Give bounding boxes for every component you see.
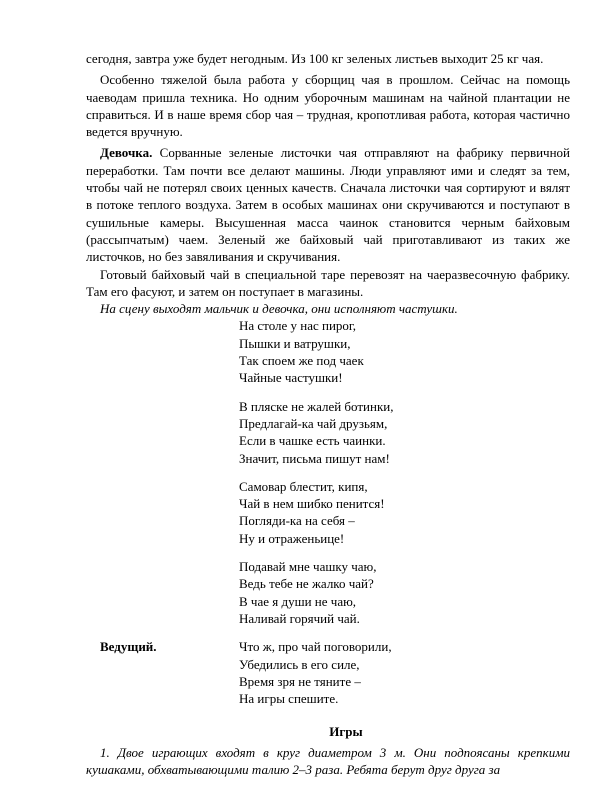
verse-line: Подавай мне чашку чаю,: [239, 559, 377, 575]
verse-line: На игры спешите.: [239, 691, 339, 707]
verse-line: В чае я души не чаю,: [239, 593, 357, 609]
page-content: [86, 50, 570, 778]
verse-line: Время зря не тяните –: [239, 673, 361, 689]
verse-line: Чай в нем шибко пенится!: [239, 496, 385, 512]
verse-line: В пляске не жалей ботинки,: [239, 398, 394, 414]
game-1-description: 1. Двое играющих входят в круг диаметром 3 м. Они подпоясаны крепкими кушаками, обхватывающими талию 2–3 раза. Ребята берут друг друга за: [86, 744, 570, 777]
verse-line: Так споем же под чаек: [239, 353, 364, 369]
girl-speech: [86, 144, 570, 265]
verse-line: Пышки и ватрушки,: [239, 335, 351, 351]
verse-line: Ну и отраженьице!: [239, 530, 345, 546]
verse-line: Чайные частушки!: [239, 370, 343, 386]
host-speech: [86, 638, 570, 707]
verse-line: Если в чашке есть чаинки.: [239, 433, 386, 449]
stanza-1: [239, 317, 570, 386]
intro-paragraph-2: Особенно тяжелой была работа у сборщиц чая в прошлом. Сейчас на помощь чаеводам пришла техника. Но одним уборочным машинам на чайной плантации не справиться. И в наше время сбор чая – трудная, кропотливая работа, которая частично ведется вручную.: [86, 72, 570, 140]
verse-line: Самовар блестит, кипя,: [239, 478, 368, 494]
intro-paragraph-1: сегодня, завтра уже будет негодным. Из 100 кг зеленых листьев выходит 25 кг чая.: [86, 51, 544, 66]
host-speaker-label: Ведущий.: [100, 639, 157, 655]
verse-line: Убедились в его силе,: [239, 656, 360, 672]
stage-direction: На сцену выходят мальчик и девочка, они исполняют частушки.: [100, 301, 458, 317]
verse-line: Предлагай-ка чай друзьям,: [239, 415, 388, 431]
girl-speech-text: Сорванные зеленые листочки чая отправляют на фабрику первичной переработки. Там почти все делают машины. Люди управляют ими и следят за тем, чтобы чай не потерял своих ценных качеств. Сначала листочки чая сортируют и вялят в потоке теплого воздуха. Затем в особых машинах они скручиваются и поступают в сушильные камеры. Высушенная масса чаинок становится черным байховым (рассыпчатым) чаем. Зеленый же байховый чай приготавливают из таких же листочков, но без завяливания и скручивания.: [86, 145, 570, 265]
verse-line: Значит, письма пишут нам!: [239, 450, 390, 466]
stanza-4: [239, 558, 570, 627]
chastushki: [239, 317, 570, 627]
verse-line: На столе у нас пирог,: [239, 318, 357, 334]
verse-line: Погляди-ка на себя –: [239, 513, 355, 529]
verse-line: Ведь тебе не жалко чай?: [239, 576, 374, 592]
stanza-2: [239, 398, 570, 467]
games-heading: Игры: [329, 724, 363, 740]
stanza-3: [239, 478, 570, 547]
host-verse: [239, 638, 570, 707]
verse-line: Наливай горячий чай.: [239, 610, 360, 626]
after-paragraph: Готовый байховый чай в специальной таре перевозят на чаеразвесочную фабрику. Там его фасуют, и затем он поступает в магазины.: [86, 266, 570, 299]
girl-speaker-label: Девочка.: [100, 145, 153, 161]
verse-line: Что ж, про чай поговорили,: [239, 639, 392, 655]
